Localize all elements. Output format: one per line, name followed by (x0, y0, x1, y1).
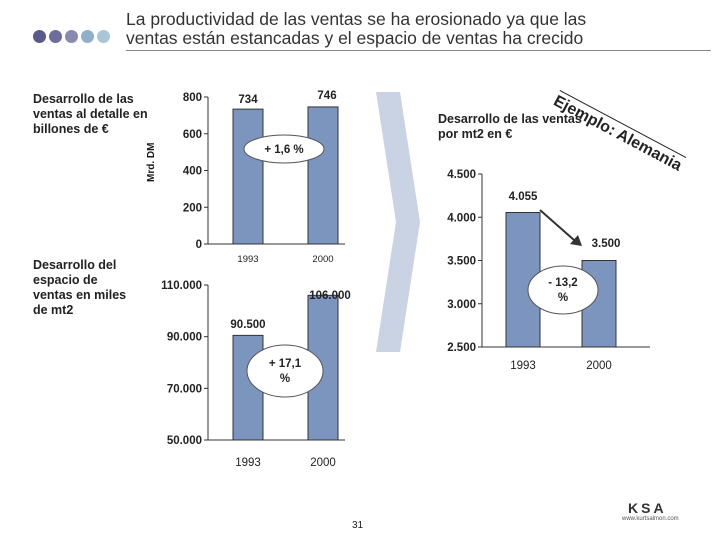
chart3-tick-label: 4.000 (447, 212, 476, 225)
chart2-tick-label: 70.000 (166, 383, 202, 396)
chart2-value-label: 106.000 (309, 290, 351, 302)
chart3-category-label: 2000 (586, 360, 612, 372)
chart1-title: Desarrollo de las ventas al detalle en billones de € (33, 92, 148, 136)
chart3-tick-label: 3.000 (447, 298, 476, 311)
chart1-bar (308, 107, 338, 244)
chart1-tick-label: 0 (195, 239, 202, 251)
chart1-value-label: 746 (317, 90, 337, 102)
chart2-title: Desarrollo del espacio de ventas en miles de mt2 (33, 258, 127, 317)
chart2-change-label-1: + 17,1 (268, 358, 302, 370)
chart1-tick-label: 200 (182, 202, 202, 215)
page-number: 31 (352, 520, 364, 531)
chart2-value-label: 90.500 (230, 319, 266, 331)
chart3-tick-label: 3.500 (447, 255, 476, 268)
chart3-decline-arrow-head (570, 235, 582, 246)
chart3-value-label: 3.500 (591, 238, 621, 250)
chart3-change-bubble (528, 266, 598, 314)
chart3-change-label-2: % (557, 292, 569, 304)
chart1-category-label: 1993 (237, 254, 259, 265)
chart1-ylabel: Mrd. DM (146, 142, 157, 182)
chart1-bar (233, 109, 263, 244)
chart3-decline-arrow-line (540, 210, 574, 240)
chart2-tick-label: 50.000 (166, 435, 202, 447)
chart1-change-label: + 1,6 % (264, 144, 304, 156)
chart2-category-label: 1993 (235, 457, 261, 469)
ksa-logo-url: www.kurtsalmon.com (622, 516, 679, 522)
chart1-tick-label: 600 (182, 128, 202, 141)
chart3-change-label-1: - 13,2 (548, 277, 578, 289)
title-line-1: La productividad de las ventas se ha erosionado ya que las (126, 9, 587, 29)
chart3-category-label: 1993 (510, 360, 536, 372)
chart3-tick-label: 4.500 (447, 169, 476, 181)
chart1-category-label: 2000 (312, 254, 334, 265)
chart1-value-label: 734 (238, 94, 258, 106)
example-stamp: Ejemplo: Alemania (550, 90, 686, 175)
chart3-title: Desarrollo de las ventas por mt2 en € (438, 112, 582, 141)
chart2-tick-label: 90.000 (166, 331, 202, 344)
chart2-change-bubble (247, 345, 323, 397)
chart3-value-label: 4.055 (508, 191, 538, 203)
ksa-logo: KSA (628, 500, 667, 516)
title-line-2: ventas están estancadas y el espacio de ventas ha crecido (126, 28, 584, 48)
chart2-tick-label: 110.000 (161, 280, 202, 292)
chart2-change-label-2: % (279, 373, 291, 385)
chart1-tick-label: 400 (182, 165, 202, 178)
chart3-tick-label: 2.500 (447, 342, 476, 354)
chart1-tick-label: 800 (182, 92, 202, 104)
chart2-category-label: 2000 (310, 457, 336, 469)
